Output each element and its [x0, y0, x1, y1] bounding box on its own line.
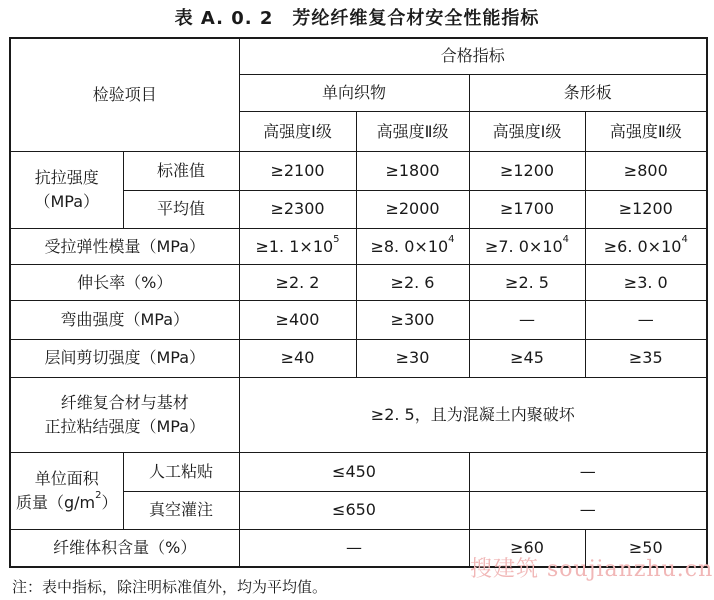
row-label-shear: 层间剪切强度（MPa）	[10, 339, 239, 377]
table-cell: ≥1200	[469, 152, 585, 190]
table-cell: —	[239, 530, 469, 567]
sublabel-average: 平均值	[123, 190, 239, 228]
sublabel-manual: 人工粘贴	[123, 452, 239, 491]
table-cell: ≥1. $1\times 10^5$	[239, 228, 356, 264]
header-item: 检验项目	[10, 38, 239, 152]
header-grade2: 高强度Ⅱ级	[356, 111, 469, 151]
table-cell: ≥3. 0	[585, 265, 707, 301]
table-cell: ≥45	[469, 339, 585, 377]
table-cell: ≥50	[585, 530, 707, 567]
table-cell: —	[585, 301, 707, 339]
table-cell: ≥40	[239, 339, 356, 377]
header-grade1: 高强度Ⅰ级	[469, 111, 585, 151]
table-cell: ≥2100	[239, 152, 356, 190]
watermark: 搜建筑 soujianzhu.cn	[470, 557, 714, 582]
table-cell: ≥2. 5	[469, 265, 585, 301]
table-cell: —	[469, 491, 707, 529]
table-note: 注：表中指标，除注明标准值外，均为平均值。	[12, 578, 328, 596]
row-label-bending: 弯曲强度（MPa）	[10, 301, 239, 339]
table-cell: ≥800	[585, 152, 707, 190]
header-fabric: 单向织物	[239, 74, 469, 111]
header-grade2: 高强度Ⅱ级	[585, 111, 707, 151]
table-cell: —	[469, 301, 585, 339]
table-cell: ≤650	[239, 491, 469, 529]
table-cell: —	[469, 452, 707, 491]
table-cell: ≥300	[356, 301, 469, 339]
table-cell: ≥1800	[356, 152, 469, 190]
table-cell: ≥2. 6	[356, 265, 469, 301]
sublabel-standard: 标准值	[123, 152, 239, 190]
row-label-volume: 纤维体积含量（%）	[10, 530, 239, 567]
table-title: 表 A. 0. 2 芳纶纤维复合材安全性能指标	[174, 8, 540, 29]
table-cell: ≥30	[356, 339, 469, 377]
row-label-modulus: 受拉弹性模量（MPa）	[10, 228, 239, 264]
header-group: 合格指标	[239, 38, 707, 74]
row-label-elongation: 伸长率（%）	[10, 265, 239, 301]
table-cell: ≥2300	[239, 190, 356, 228]
header-grade1: 高强度Ⅰ级	[239, 111, 356, 151]
table-cell: ≥1700	[469, 190, 585, 228]
row-label-tensile: 抗拉强度 （MPa）	[10, 152, 123, 229]
table-cell: ≥60	[469, 530, 585, 567]
safety-performance-table	[9, 37, 708, 568]
table-cell: ≥6. $0\times 10^4$	[585, 228, 707, 264]
table-cell: ≥8. $0\times 10^4$	[356, 228, 469, 264]
table-cell: ≤450	[239, 452, 469, 491]
header-strip: 条形板	[469, 74, 707, 111]
row-label-bond: 纤维复合材与基材 正拉粘结强度（MPa）	[10, 377, 239, 452]
table-cell: ≥400	[239, 301, 356, 339]
row-label-mass: 单位面积 质量$(g/m^2)$	[10, 452, 123, 530]
table-cell: ≥2. 5，且为混凝土内聚破坏	[239, 377, 707, 452]
table-cell: ≥35	[585, 339, 707, 377]
sublabel-vacuum: 真空灌注	[123, 491, 239, 529]
table-cell: ≥2. 2	[239, 265, 356, 301]
table-cell: ≥2000	[356, 190, 469, 228]
table-cell: ≥1200	[585, 190, 707, 228]
table-cell: ≥7. $0\times 10^4$	[469, 228, 585, 264]
